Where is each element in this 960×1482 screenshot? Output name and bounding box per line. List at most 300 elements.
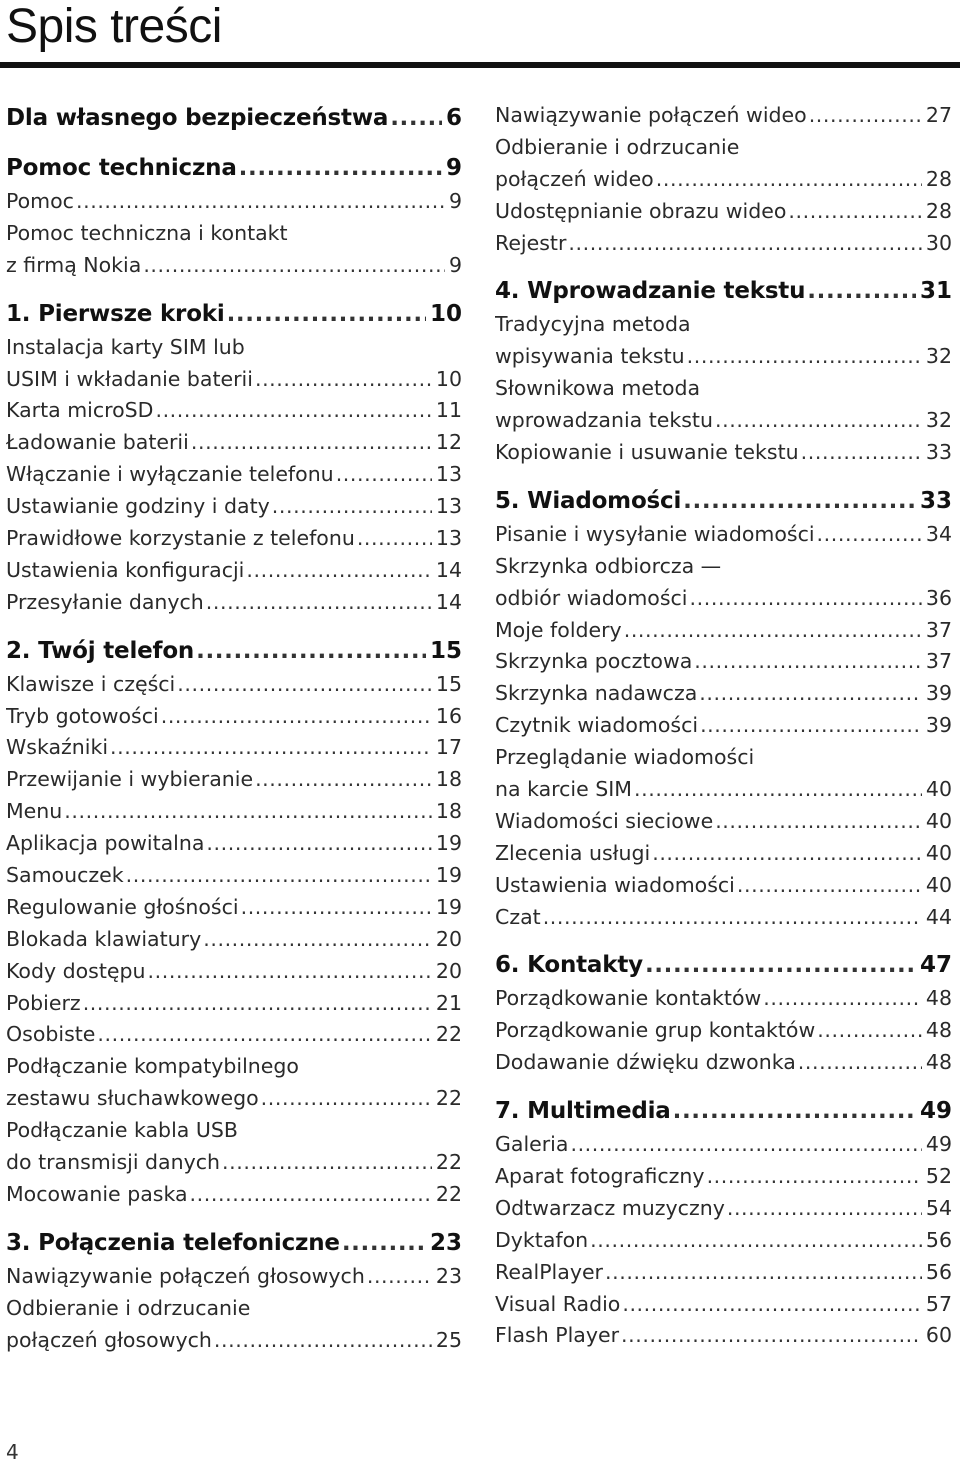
toc-entry-link[interactable] [495,1193,952,1225]
toc-entry [495,646,952,678]
toc-entry-link[interactable] [6,1115,462,1147]
toc-entry [6,956,462,988]
toc-entry [6,796,462,828]
dot-leader [687,341,922,373]
dot-leader [222,1147,432,1179]
toc-entry-link[interactable] [6,1051,462,1083]
chapter-link-text: 3. Połączenia telefoniczne [6,1229,340,1256]
dot-leader [683,483,916,519]
dot-leader [605,1257,922,1289]
toc-entry-link-text: Pomoc techniczna i kontakt [6,220,288,245]
chapter-link-page: 9 [445,155,462,181]
toc-chapter-heading [6,1225,462,1261]
toc-entry-link[interactable] [6,491,462,523]
toc-entry-link[interactable] [6,924,462,956]
toc-entry-link[interactable] [6,796,462,828]
dot-leader [342,1225,426,1261]
toc-entry [6,988,462,1020]
chapter-link-text: Pomoc techniczna [6,155,237,181]
toc-chapter-heading [6,100,462,136]
toc-entry [495,373,952,437]
toc-entry-link-page: 54 [925,1195,952,1220]
chapter-link-text: 2. Twój telefon [6,637,195,664]
dot-leader [76,186,445,218]
dot-leader [652,838,922,870]
chapter-link[interactable] [6,1225,462,1261]
toc-entry [495,309,952,373]
toc-entry-link[interactable] [6,1261,462,1293]
toc-entry-link[interactable] [6,555,462,587]
dot-leader [590,1225,922,1257]
toc-entry-link-page: 22 [435,1181,462,1206]
toc-entry-link[interactable] [6,988,462,1020]
toc-entry-link-text: Dyktafon [495,1227,589,1252]
toc-entry-link-page: 60 [925,1323,952,1348]
toc-entry-link-page: 37 [925,617,952,642]
toc-entry-link[interactable] [6,669,462,701]
toc-entry-link-page: 23 [435,1263,462,1288]
toc-entry-link[interactable] [6,332,462,364]
toc-entry-link-page: 22 [435,1150,462,1175]
toc-entry-link-text: Nawiązywanie połączeń głosowych [6,1263,365,1288]
toc-entry-link[interactable] [6,186,462,218]
toc-entry-link-text: Aparat fotograficzny [495,1164,705,1189]
toc-entry-link[interactable] [6,1019,462,1051]
toc-entry [495,1321,952,1353]
toc-entry [495,228,952,260]
section-spacer [6,1211,462,1225]
toc-section [495,947,952,1079]
toc-entry [6,1179,462,1211]
toc-entry-link[interactable] [495,100,952,132]
toc-entry-link-text: Rejestr [495,230,567,255]
dot-leader [673,1093,916,1129]
dot-leader [367,1261,432,1293]
toc-entry-link-text: Visual Radio [495,1291,621,1316]
toc-entry-link-page: 40 [925,777,952,802]
page-title: Spis treści [6,0,222,53]
toc-entry-link-page: 15 [435,671,462,696]
toc-entry-link-page: 12 [435,430,462,455]
dot-leader [543,902,922,934]
toc-entry-link-page: 13 [435,494,462,519]
dot-leader [707,1161,922,1193]
toc-entry-link[interactable] [495,1047,952,1079]
toc-entry-link[interactable] [495,405,952,437]
chapter-link[interactable] [495,1093,952,1129]
toc-entry-link[interactable] [495,132,952,164]
toc-entry-link-page: 40 [925,840,952,865]
dot-leader [97,1019,432,1051]
dot-leader [357,523,432,555]
toc-entry-link[interactable] [495,437,952,469]
dot-leader [190,1179,432,1211]
toc-entry-link-page: 40 [925,872,952,897]
chapter-link-page: 6 [445,105,462,131]
toc-section [6,100,462,136]
dot-leader [148,956,432,988]
toc-entry [6,669,462,701]
toc-entry-link-page: 22 [435,1086,462,1111]
dot-leader [715,405,922,437]
toc-entry [495,437,952,469]
toc-entry-link-page: 20 [435,926,462,951]
toc-entry-link-text: Skrzynka nadawcza [495,681,698,706]
chapter-link-page: 10 [429,300,462,327]
chapter-link-page: 49 [919,1098,952,1125]
toc-entry-link-text: połączeń głosowych [6,1327,212,1352]
toc-entry-link-text: Podłączanie kabla USB [6,1118,238,1143]
toc-section [6,633,462,1211]
dot-leader [64,796,432,828]
toc-entry-link[interactable] [495,646,952,678]
toc-entry-link[interactable] [495,742,952,774]
toc-entry-link-text: Odbieranie i odrzucanie [6,1295,251,1320]
toc-entry-link-text: Galeria [495,1132,569,1157]
toc-entry-link-text: Tradycyjna metoda [495,312,691,337]
dot-leader [110,732,432,764]
toc-section [6,296,462,619]
toc-entry-link-page: 25 [435,1327,462,1352]
toc-entry-link-text: Menu [6,799,63,824]
toc-entry [6,1261,462,1293]
dot-leader [763,983,922,1015]
toc-entry-link-text: Przewijanie i wybieranie [6,767,254,792]
toc-entry [495,132,952,196]
section-spacer [495,469,952,483]
dot-leader [737,870,922,902]
toc-entry-link-text: Mocowanie paska [6,1181,188,1206]
toc-entry [495,1129,952,1161]
toc-entry-link-page: 18 [435,799,462,824]
toc-entry-link[interactable] [495,1321,952,1353]
toc-chapter-heading [495,273,952,309]
toc-entry [495,902,952,934]
toc-entry-link-page: 16 [435,703,462,728]
toc-entry-link-text: Prawidłowe korzystanie z telefonu [6,526,355,550]
toc-chapter-heading [495,1093,952,1129]
dot-leader [390,100,442,136]
toc-entry-link[interactable] [495,678,952,710]
dot-leader [126,860,432,892]
chapter-link-page: 47 [919,952,952,979]
toc-entry-link[interactable] [6,587,462,619]
toc-entry-link-text: Czat [495,904,541,929]
dot-leader [656,164,922,196]
toc-entry [6,1019,462,1051]
toc-entry-link-page: 22 [435,1022,462,1047]
chapter-link-page: 23 [429,1229,462,1256]
dot-leader [568,228,922,260]
toc-entry-link-page: 28 [925,166,952,191]
toc-entry-link-page: 44 [925,904,952,929]
toc-entry-link-text: Skrzynka odbiorcza — [495,553,722,578]
dot-leader [196,633,426,669]
toc-entry-link[interactable] [495,1289,952,1321]
toc-entry-link[interactable] [495,806,952,838]
toc-entry-link-page: 30 [925,230,952,255]
toc-entry-link-text: Przeglądanie wiadomości [495,745,755,770]
toc-right-column [495,100,952,1352]
toc-entry-link-text: Wskaźniki [6,735,109,760]
toc-entry-link-text: Ustawianie godziny i daty [6,494,270,519]
toc-entry-link[interactable] [6,732,462,764]
toc-entry [6,587,462,619]
toc-entry-link-text: Udostępnianie obrazu wideo [495,198,787,223]
toc-entry-link-page: 48 [925,1050,952,1075]
toc-entry [6,764,462,796]
toc-entry-link[interactable] [495,710,952,742]
chapter-link[interactable] [495,483,952,519]
toc-entry-link-text: RealPlayer [495,1259,603,1284]
dot-leader [699,678,922,710]
toc-entry-link[interactable] [6,523,462,555]
dot-leader [241,892,432,924]
toc-entry-link[interactable] [495,228,952,260]
toc-entry [6,860,462,892]
chapter-link[interactable] [6,633,462,669]
toc-entry-link-text: Pomoc [6,188,74,213]
toc-entry [6,459,462,491]
dot-leader [809,100,922,132]
chapter-link[interactable] [6,100,462,136]
toc-entry-link[interactable] [6,218,462,250]
dot-leader [807,273,916,309]
toc-entry-link-page: 9 [448,188,462,213]
toc-entry-link[interactable] [495,196,952,228]
toc-entry-link[interactable] [495,1225,952,1257]
page-number: 4 [6,1440,19,1464]
toc-entry-link-page: 21 [435,990,462,1015]
toc-entry-link-text: Czytnik wiadomości [495,713,699,738]
dot-leader [83,988,432,1020]
toc-entry [495,1257,952,1289]
toc-left-column [6,100,462,1357]
toc-entry-link[interactable] [495,1129,952,1161]
toc-section [495,483,952,934]
toc-section [495,1093,952,1352]
dot-leader [272,491,432,523]
toc-entry-link-page: 36 [925,585,952,610]
toc-entry-link-text: Flash Player [495,1323,620,1348]
toc-entry-link-text: Karta microSD [6,398,154,423]
toc-entry-link-page: 40 [925,808,952,833]
toc-entry [495,983,952,1015]
toc-entry-link[interactable] [6,1083,462,1115]
toc-entry-link[interactable] [495,309,952,341]
section-spacer [6,136,462,150]
toc-entry-link[interactable] [495,341,952,373]
toc-entry-link-page: 49 [925,1132,952,1157]
toc-entry [495,1015,952,1047]
toc-entry-link-page: 48 [925,986,952,1011]
toc-entry-link-page: 13 [435,526,462,550]
dot-leader [336,459,432,491]
toc-entry-link-text: Ładowanie baterii [6,430,189,455]
toc-entry [495,806,952,838]
toc-entry-link-page: 52 [925,1164,952,1189]
toc-entry-link[interactable] [6,459,462,491]
toc-entry-link[interactable] [495,551,952,583]
toc-entry-link-page: 32 [925,344,952,369]
toc-entry-link-page: 48 [925,1018,952,1043]
dot-leader [622,1289,922,1321]
toc-entry-link-text: Pisanie i wysyłanie wiadomości [495,521,815,546]
toc-entry [6,1051,462,1115]
toc-entry-link[interactable] [6,956,462,988]
toc-entry-link[interactable] [6,701,462,733]
dot-leader [161,701,432,733]
chapter-link-text: 7. Multimedia [495,1098,671,1125]
dot-leader [624,615,922,647]
dot-leader [798,1047,922,1079]
toc-entry-link[interactable] [6,1147,462,1179]
toc-entry [6,555,462,587]
toc-entry [6,892,462,924]
toc-entry-link-text: Ustawienia wiadomości [495,872,735,897]
dot-leader [645,947,916,983]
toc-entry-link[interactable] [6,250,462,282]
toc-entry-link-page: 20 [435,958,462,983]
toc-entry-link-text: Porządkowanie kontaktów [495,986,762,1011]
toc-entry-link-page: 9 [448,252,462,277]
toc-entry-link[interactable] [6,1179,462,1211]
section-spacer [6,619,462,633]
dot-leader [817,1015,922,1047]
toc-entry-link-page: 19 [435,831,462,856]
toc-entry-link-text: wprowadzania tekstu [495,408,713,433]
toc-entry [6,924,462,956]
chapter-link[interactable] [6,150,462,186]
chapter-link[interactable] [495,273,952,309]
toc-entry-link-page: 37 [925,649,952,674]
toc-entry-link[interactable] [495,1257,952,1289]
toc-entry-link-text: Porządkowanie grup kontaktów [495,1018,816,1043]
dot-leader [817,519,922,551]
toc-chapter-heading [6,296,462,332]
toc-entry-link-text: Regulowanie głośności [6,894,239,919]
toc-entry-link-page: 14 [435,557,462,582]
section-spacer [6,282,462,296]
toc-entry [495,615,952,647]
toc-entry-link[interactable] [6,860,462,892]
toc-entry-link-text: Tryb gotowości [6,703,159,728]
toc-entry [6,732,462,764]
dot-leader [801,437,922,469]
toc-entry-link[interactable] [6,1293,462,1325]
toc-entry [495,1161,952,1193]
toc-entry-link-text: Instalacja karty SIM lub [6,334,245,359]
toc-entry-link[interactable] [495,902,952,934]
toc-entry-link-text: Kody dostępu [6,958,146,983]
toc-entry-link[interactable] [495,870,952,902]
dot-leader [177,669,432,701]
toc-chapter-heading [6,150,462,186]
toc-entry-link-text: Wiadomości sieciowe [495,808,714,833]
chapter-link[interactable] [6,296,462,332]
chapter-link-page: 31 [919,278,952,305]
chapter-link-page: 33 [919,487,952,514]
toc-entry [495,710,952,742]
toc-entry-link-text: Kopiowanie i usuwanie tekstu [495,440,799,464]
toc-entry-link[interactable] [495,164,952,196]
dot-leader [715,806,922,838]
dot-leader [621,1321,922,1353]
dot-leader [191,427,432,459]
toc-entry-link-text: wpisywania tekstu [495,344,685,369]
toc-entry-link[interactable] [495,838,952,870]
toc-entry-link[interactable] [495,983,952,1015]
toc-entry [495,551,952,615]
section-spacer [495,1079,952,1093]
toc-entry-link[interactable] [495,373,952,405]
toc-entry-link[interactable] [6,1325,462,1357]
toc-entry [6,1115,462,1179]
toc-entry-link-page: 39 [925,681,952,706]
dot-leader [727,1193,922,1225]
toc-entry-link-text: Włączanie i wyłączanie telefonu [6,462,334,487]
toc-entry [6,427,462,459]
toc-entry-link-text: do transmisji danych [6,1150,220,1175]
toc-entry-link[interactable] [6,427,462,459]
dot-leader [634,774,922,806]
dot-leader [214,1325,432,1357]
toc-entry-link-page: 27 [925,102,952,127]
toc-entry-link[interactable] [6,764,462,796]
toc-entry-link[interactable] [6,364,462,396]
dot-leader [206,587,432,619]
toc-entry [495,196,952,228]
title-rule [0,62,960,68]
toc-entry-link[interactable] [495,1015,952,1047]
toc-entry [495,1193,952,1225]
section-spacer [495,933,952,947]
chapter-link[interactable] [495,947,952,983]
toc-entry-link[interactable] [495,519,952,551]
toc-entry-link-page: 14 [435,589,462,614]
dot-leader [227,296,426,332]
toc-entry-link-text: Pobierz [6,990,81,1015]
toc-entry-link-text: Klawisze i części [6,671,176,696]
dot-leader [246,555,432,587]
dot-leader [155,395,431,427]
toc-entry-link[interactable] [495,615,952,647]
toc-entry-link-page: 17 [435,735,462,760]
toc-entry [6,523,462,555]
toc-entry [6,701,462,733]
toc-entry-link-text: odbiór wiadomości [495,585,688,610]
toc-entry [495,870,952,902]
toc-entry-link-page: 56 [925,1259,952,1284]
toc-entry-link-text: Zlecenia usługi [495,840,651,865]
toc-entry-link[interactable] [6,892,462,924]
toc-entry-link-text: na karcie SIM [495,777,632,802]
chapter-link-text: 5. Wiadomości [495,487,682,514]
toc-entry-link[interactable] [495,1161,952,1193]
toc-entry-link-page: 33 [925,440,952,464]
toc-entry [495,519,952,551]
dot-leader [570,1129,921,1161]
dot-leader [261,1083,432,1115]
toc-entry-link[interactable] [495,583,952,615]
toc-entry-link-text: Blokada klawiatury [6,926,202,951]
toc-entry-link[interactable] [495,774,952,806]
toc-entry-link[interactable] [6,828,462,860]
section-spacer [495,259,952,273]
toc-entry [6,491,462,523]
toc-entry-link[interactable] [6,395,462,427]
toc-entry-link-text: z firmą Nokia [6,252,142,277]
